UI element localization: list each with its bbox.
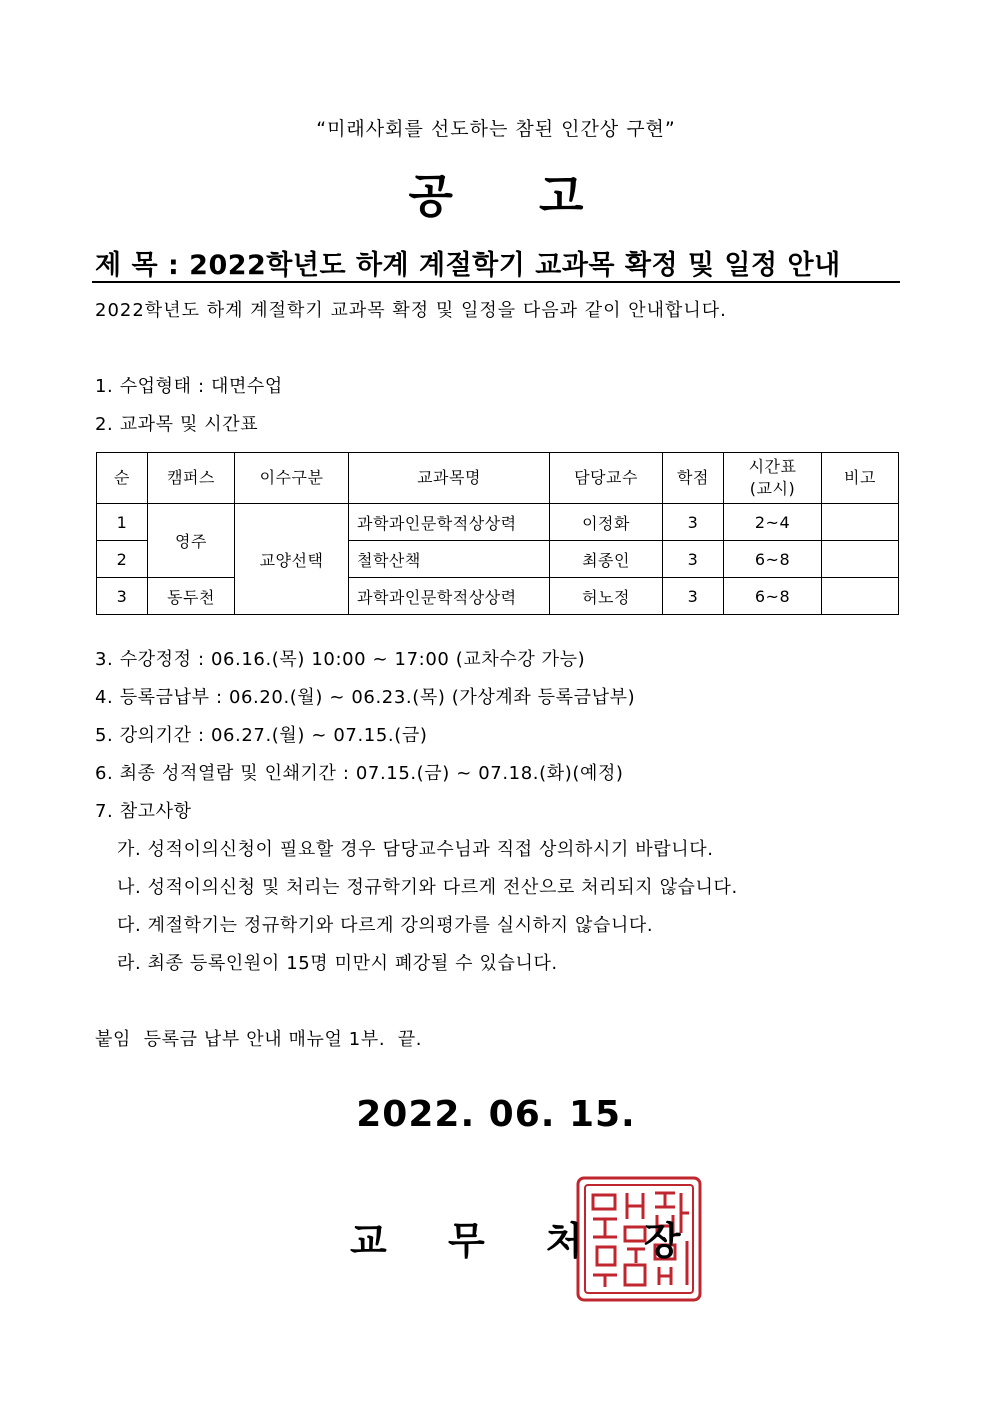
cell-course: 과학과인문학적상상력 [349,504,550,541]
item-courses: 2. 교과목 및 시간표 [95,414,259,435]
item-grade-period: 6. 최종 성적열람 및 인쇄기간 : 07.15.(금) ~ 07.18.(화)(예정) [95,763,624,784]
header-timetable [724,453,822,504]
note-item: 라. 최종 등록인원이 15명 미만시 폐강될 수 있습니다. [117,953,558,974]
header-no: 순 [97,453,148,504]
header-timetable-line1: 시간표 [748,457,797,476]
cell-no: 2 [97,541,148,578]
note-item: 다. 계절학기는 정규학기와 다르게 강의평가를 실시하지 않습니다. [117,915,654,936]
attachment-line: 붙임 등록금 납부 안내 매뉴얼 1부. 끝. [95,1029,423,1050]
cell-note [822,541,899,578]
cell-course: 과학과인문학적상상력 [349,578,550,615]
item-notes-heading: 7. 참고사항 [95,801,192,822]
cell-time: 2~4 [724,504,822,541]
item-tuition-payment: 4. 등록금납부 : 06.20.(월) ~ 06.23.(목) (가상계좌 등록금납부) [95,687,636,708]
header-note: 비고 [822,453,899,504]
issuer-name: 교 무 처 장 [350,1219,681,1263]
cell-type: 교양선택 [235,504,349,615]
header-course: 교과목명 [349,453,550,504]
cell-professor: 이정화 [550,504,663,541]
item-lecture-period: 5. 강의기간 : 06.27.(월) ~ 07.15.(금) [95,725,428,746]
intro-text: 2022학년도 하계 계절학기 교과목 확정 및 일정을 다음과 같이 안내합니다. [95,300,727,321]
course-table [96,452,899,615]
cell-course: 철학산책 [349,541,550,578]
subject-line: 제 목 : 2022학년도 하계 계절학기 교과목 확정 및 일정 안내 [95,250,841,281]
cell-professor: 허노정 [550,578,663,615]
cell-note [822,504,899,541]
cell-time: 6~8 [724,578,822,615]
cell-no: 1 [97,504,148,541]
issue-date: 2022. 06. 15. [356,1094,636,1135]
cell-credit: 3 [663,578,724,615]
header-type: 이수구분 [235,453,349,504]
item-registration-change: 3. 수강정정 : 06.16.(목) 10:00 ~ 17:00 (교차수강 가능) [95,649,586,670]
cell-no: 3 [97,578,148,615]
cell-time: 6~8 [724,541,822,578]
page-title: 공 고 [408,169,584,223]
cell-credit: 3 [663,504,724,541]
header-campus: 캠퍼스 [148,453,235,504]
cell-campus: 영주 [148,504,235,578]
table-row [97,578,899,615]
item-class-type: 1. 수업형태 : 대면수업 [95,376,283,397]
table-row [97,504,899,541]
motto: “미래사회를 선도하는 참된 인간상 구현” [316,118,676,140]
table-header-row [97,453,899,504]
cell-note [822,578,899,615]
subject-underline [92,281,900,283]
header-timetable-line2: (교시) [749,479,796,498]
cell-professor: 최종인 [550,541,663,578]
note-item: 나. 성적이의신청 및 처리는 정규학기와 다르게 전산으로 처리되지 않습니다. [117,877,738,898]
note-item: 가. 성적이의신청이 필요할 경우 담당교수님과 직접 상의하시기 바랍니다. [117,839,714,860]
cell-campus: 동두천 [148,578,235,615]
cell-credit: 3 [663,541,724,578]
header-credit: 학점 [663,453,724,504]
header-professor: 담당교수 [550,453,663,504]
